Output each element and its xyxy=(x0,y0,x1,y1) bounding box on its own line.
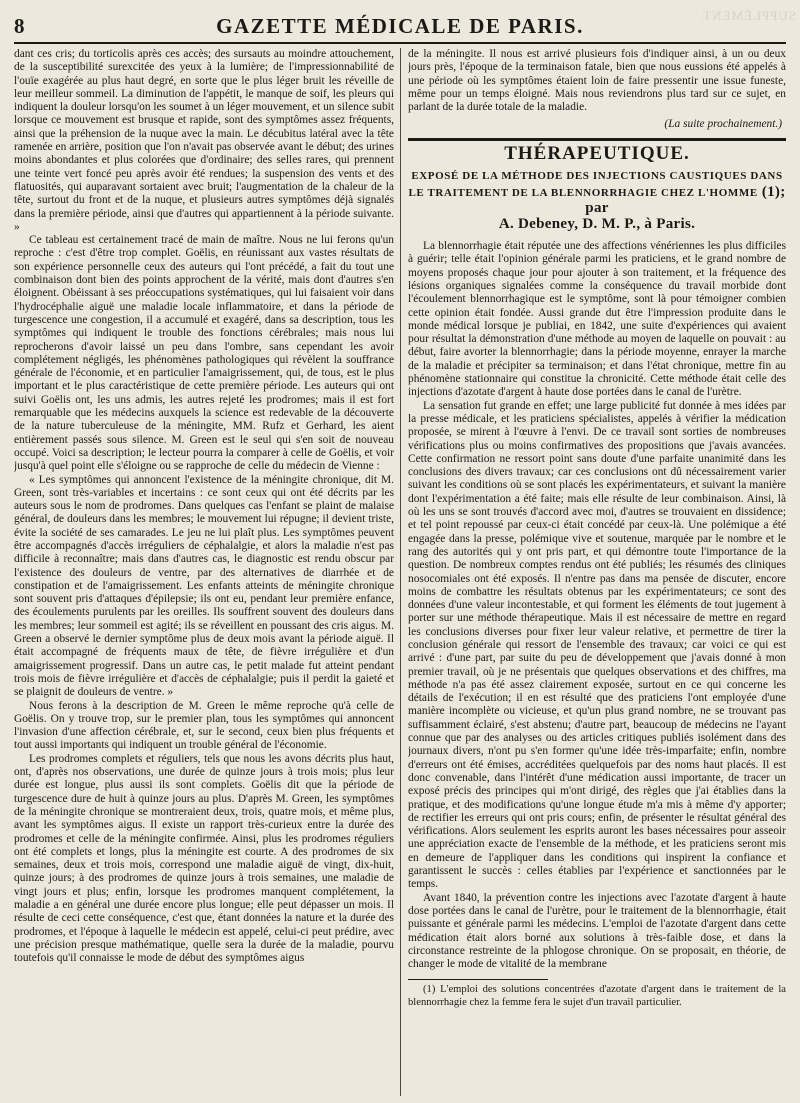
header-rule xyxy=(14,42,786,44)
show-through-text: SUPPLÉMENT. xyxy=(698,8,796,23)
paragraph: La blennorrhagie était réputée une des affections vénériennes les plus difficiles à guérir; telle était l'opinion générale parmi les praticiens, et le grand nombre de moyens proposés chaque jour pour ajouter à son traitement, et la fréquence des lésions organiques signalées comme la conséquence du travail morbide dont l'écoulement blennorrhagique est le symptôme, sont là pour témoigner combien cette opinion était fondée. Aussi grande dut être l'impression produite dans le monde médical lorsque je publiai, en 1842, une suite d'expériences qui avaient pour résultat la démonstration d'une méthode au moyen de laquelle on pouvait : au début, faire avorter la blennorrhagie; dans la période moyenne, enrayer la marche de la maladie et précipiter sa terminaison; et dans l'état chronique, mettre fin au phénomène stationnaire qui constitue la chronicité. Cette méthode était celle des injections d'azotate d'argent à haute dose portées dans le canal de l'urètre. xyxy=(408,240,786,399)
paragraph: La sensation fut grande en effet; une large publicité fut donnée à mes idées par la presse médicale, et les praticiens spécialistes, appelés à vérifier la médication proposée, se mirent à l'œuvre à l'envi. De ce travail sont sorties de nombreuses vérifications plus ou moins confirmatives des propositions que j'avais avancées. Cette confirmation ne ressort point sans doute d'une parfaite unanimité dans les conclusions des divers travaux; car ces conclusions ont dû nécessairement varier suivant les conditions où se sont placés les expérimentateurs, et suivant la manière dont l'expérimentation a été faite; mais elle résulte de leur combinaison. Ainsi, là où les uns se sont trouvés d'accord avec moi, d'autres se trouvaient en dissidence; et tel point repoussé par ceux-ci était concédé par ceux-là. Une polémique a été engagée dans la presse, polémique vive et soutenue, marquée par le nombre et le rang des autorités qui y ont pris part, et qui démontre toute l'importance de la question. De nombreux comptes rendus ont été publiés; les résumés des cliniques nosocomiales ont été exposés. Il n'entre pas dans ma pensée de discuter, encore moins de combattre les résultats obtenus par les expérimentateurs; ce sont des données d'une valeur incontestable, et qui forment les éléments de tout jugement à porter sur une méthode thérapeutique. Mais il est nécessaire de mettre en regard les conclusions diverses pour fixer leur valeur relative, et permettre de tirer la conclusion générale qui ressort de l'ensemble des travaux; car voici ce qui est arrivé : d'une part, par suite du peu de développement que j'avais donné à mon premier travail, où je ne présentais que quelques observations et des chiffres, ma méthode n'a pas été assez clairement exposée, surtout en ce qui concerne les détails de l'exécution; il en est résulté que des praticiens l'ont employée d'une manière incomplète ou vicieuse, et qu'un plus grand nombre, ne se trouvant pas suffisamment éclairé, s'est abstenu; d'autre part, beaucoup de médecins ne l'ayant connue que par des analyses ou des articles critiques publiés isolément dans des journaux divers, n'ont pu s'en former qu'une idée très-imparfaite; enfin, nombre d'erreurs ont été émises, accréditées quelquefois par des noms haut placés. Il est donc convenable, dans l'intérêt d'une médication aussi importante, de tracer un exposé précis des principes qui m'ont dirigé, des règles que j'ai établies dans la pratique, et des modifications qu'une longue étude m'a mis à même d'y apporter; de rectifier les erreurs qui ont pris cours; enfin, de présenter le résultat général des vérifications. Alors seulement les esprits auront les bases nécessaires pour asseoir une appréciation exacte de l'ensemble de la méthode, et les praticiens seront mis en demeure de l'appliquer dans les conditions qui inspirent la confiance et garantissent le succès : celles établies par l'expérience et sanctionnées par le temps. xyxy=(408,399,786,891)
article-author: A. Debeney, D. M. P., à Paris. xyxy=(498,215,696,232)
paragraph: Nous ferons à la description de M. Green le même reproche qu'à celle de Goëlis. On y trouve trop, sur le premier plan, tous les symptômes qui annoncent l'invasion d'une affection cérébrale, et, sur le second, ceux bien plus fréquents et tout aussi importants qui indiquent un trouble général de l'économie. xyxy=(14,699,394,752)
section-rule xyxy=(408,138,786,141)
to-be-continued: (La suite prochainement.) xyxy=(664,118,782,131)
left-column xyxy=(14,48,394,1100)
article-title-text: EXPOSÉ DE LA MÉTHODE DES INJECTIONS CAUSTIQUES DANS LE TRAITEMENT DE LA BLENNORRHAGIE CHEZ L'HOMME xyxy=(408,170,783,199)
paragraph: « Les symptômes qui annoncent l'existence de la méningite chronique, dit M. Green, sont très-variables et incertains : ce sont ceux qui ont été décrits par les auteurs sous le nom de prodromes. Dans quelques cas l'enfant se plaint de malaise général, de douleurs dans les membres; le mouvement lui répugne; il devient triste, évite la société de ses camarades. Le jeu ne lui plaît plus. Les symptômes peuvent être accompagnés d'accès irréguliers de céphalalgie, et alors la maladie n'est pas difficile à reconnaître; mais dans d'autres cas, le diagnostic est rendu obscur par l'existence des douleurs de ventre, par des alternatives de diarrhée et de constipation et de l'amaigrissement. Les enfants atteints de méningite chronique sont souvent pris d'attaques d'épilepsie; ils ont eu, pendant leur première enfance, des écoulements purulents par les oreilles. Ils souffrent souvent des douleurs dans les membres; leur sommeil est agité; ils se réveillent en poussant des cris aigus. M. Green a observé le dernier symptôme plus de deux mois avant la période aiguë. Il était accompagné de fréquents maux de tête, de fièvre irrégulière et d'un amaigrissement progressif. Dans un autre cas, le petit malade fut atteint pendant trois mois de fièvre irrégulière et d'accès de céphalalgie; puis il perdit la gaieté et se plaignit de douleurs de ventre. » xyxy=(14,473,394,699)
page-number: 8 xyxy=(14,14,25,38)
paragraph: Ce tableau est certainement tracé de main de maître. Nous ne lui ferons qu'un reproche : c'est d'être trop complet. Goëlis, en réunissant aux vastes résultats de son expérience personnelle ceux des auteurs qui l'ont précédé, a fait du tout une combinaison dont bien des points approchent de la vérité, mais dont d'autres s'en éloignent. Obéissant à ses préoccupations systématiques, qui lui faisaient voir dans l'hydrocéphalie aiguë une maladie locale inflammatoire, et dans la période de turgescence une congestion, il a accumulé et exagéré, dans sa description, tous les symptômes qui indiquent le trouble des fonctions cérébrales; mais nous lui reprocherons d'avoir laissé un peu dans l'ombre, sans cependant les avoir complétement négligés, les phénomènes pathologiques qui révèlent la souffrance générale de l'économie, et en particulier l'amaigrissement, qui, de tous, est le plus important et le plus caractéristique de cette première période. Les auteurs qui ont suivi Goëlis ont, les uns admis, les autres rejeté les prodromes; mais il est fort remarquable que les médecins auxquels la science est redevable de la découverte de la nature tuberculeuse de la méningite, MM. Rufz et Gerhard, les aient entièrement passés sous silence. M. Green est le seul qui s'en soit de nouveau occupé. Voici sa description; le lecteur pourra la comparer à celle de Goëlis, et voir jusqu'à quel point elle s'éloigne ou se rapproche de celle du médecin de Vienne : xyxy=(14,234,394,473)
article-title xyxy=(408,168,786,232)
paragraph: Avant 1840, la prévention contre les injections avec l'azotate d'argent à haute dose portées dans le canal de l'urètre, pour le traitement de la blennorrhagie, était puissante et générale parmi les médecins. L'emploi de l'azotate d'argent dans cette médication était alors borné aux solutions à très-faible dose, et dans la circonstance restreinte de la phlogose chronique. On se proposait, en théorie, de changer le mode de vitalité de la membrane xyxy=(408,891,786,971)
masthead-title: GAZETTE MÉDICALE DE PARIS. xyxy=(216,14,584,38)
right-column xyxy=(408,48,786,1100)
footnote: (1) L'emploi des solutions concentrées d'azotate d'argent dans le traitement de la blennorrhagie chez la femme fera le sujet d'un travail particulier. xyxy=(408,984,786,1008)
article-title-note: (1); par xyxy=(585,183,786,217)
continuation-paragraph: de la méningite. Il nous est arrivé plusieurs fois d'indiquer ainsi, à un ou deux jours près, l'époque de la terminaison fatale, bien que nous eussions été appelés à une période où les symptômes étaient loin de faire pressentir une issue funeste, même pour un temps éloigné. Mais nous reviendrons plus tard sur ce sujet, en parlant de la durée totale de la maladie. xyxy=(408,48,786,114)
column-divider xyxy=(400,48,401,1096)
section-title: THÉRAPEUTIQUE. xyxy=(504,142,690,164)
paragraph: dant ces cris; du torticolis après ces accès; des sursauts au moindre attouchement, de la susceptibilité surexcitée des yeux à la lumière; de l'impressionnabilité de l'ouïe exagérée au plus haut degré, en sorte que le plus léger bruit les réveille de leur meilleur sommeil. La diminution de l'appétit, le manque de soif, les pleurs qui indiquent la douleur lorsqu'on les soumet à un léger mouvement, et un silence subit lorsque ce mouvement est brusque et rapide, sont des symptômes assez fréquents, ainsi que la préhension de la nuque avec la main. Le décubitus latéral avec la tête ramenée en arrière, position que l'on n'avait pas observée avant le début; des urines moins abondantes et plus colorées que d'ordinaire; des selles rares, qui prennent une teinte vert foncé peu après avoir été rendues; la suspension des vents et des flatuosités, qui auparavant sortaient avec bruit; l'augmentation de la chaleur de la tête, surtout du front et de la nuque, et plusieurs autres symptômes déjà signalés dans la première période, ainsi que d'autres qui appartiennent à la période suivante. » xyxy=(14,48,394,233)
footnote-rule xyxy=(408,979,548,980)
paragraph: Les prodromes complets et réguliers, tels que nous les avons décrits plus haut, ont, d'après nos observations, une durée de quinze jours à trois mois; plus leur durée est longue, plus aussi ils sont complets. Goëlis dit que la période de turgescence dure de huit à quinze jours au plus. D'après M. Green, les symptômes de la méningite chronique se montreraient deux, trois, quatre mois, et même plus, avant les symptômes aigus. Il existe un rapport très-curieux entre la durée des prodromes et celle de la méningite confirmée. Ainsi, plus les prodromes réguliers ont été complets et longs, plus la méningite est courte. A des prodromes de six semaines, deux et trois mois, correspond une maladie aiguë de vingt, dix-huit, quinze jours; à des prodromes de quinze jours à trois semaines, une maladie de vingt jours et plus; enfin, lorsque les prodromes manquent complétement, la maladie a en général une durée encore plus longue; elle peut dépasser un mois. Il résulte de ceci cette conséquence, c'est que, étant données la nature et la durée des prodromes, et l'époque à laquelle le médecin est appelé, celui-ci peut prédire, avec une précision presque mathématique, quelle sera la durée de la maladie, pourvu toutefois qu'il connaisse le mode de début des symptômes aigus xyxy=(14,752,394,965)
